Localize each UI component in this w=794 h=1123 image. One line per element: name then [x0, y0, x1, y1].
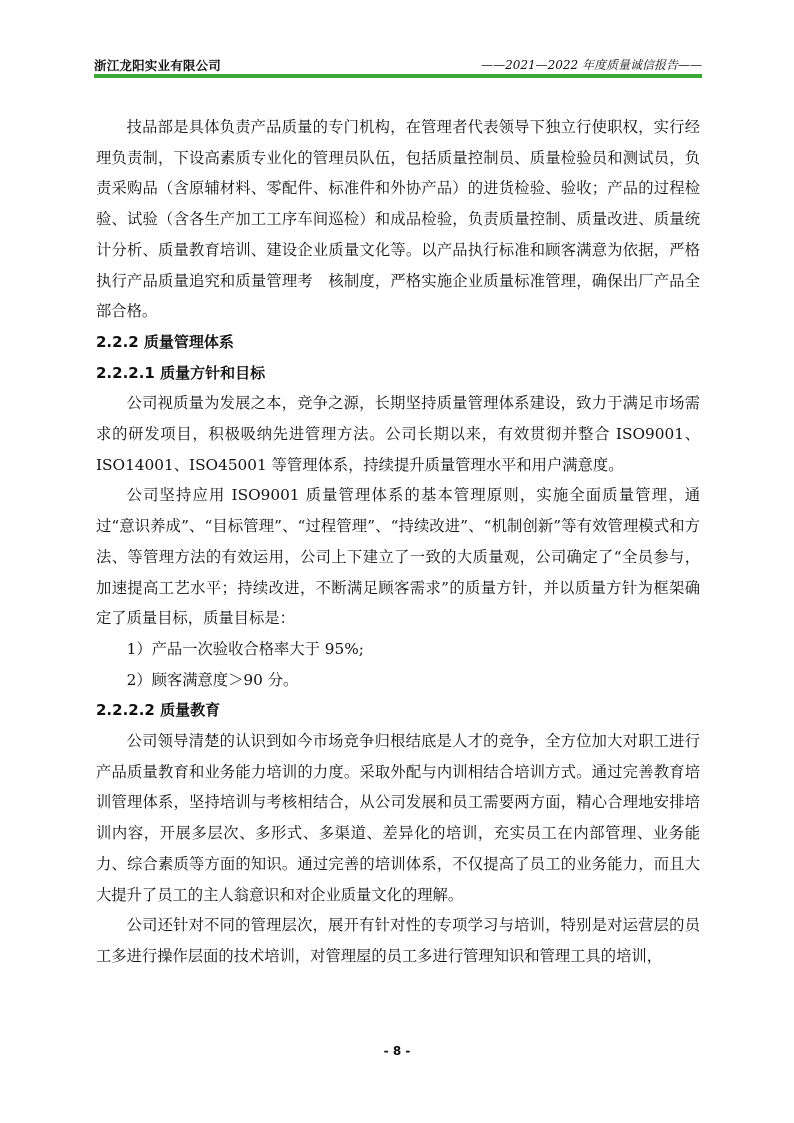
goal-item-1: 1）产品一次验收合格率大于 95%;: [126, 639, 364, 658]
goal-item-2: 2）顾客满意度＞90 分。: [126, 670, 299, 689]
paragraph-department: 技品部是具体负责产品质量的专门机构，在管理者代表领导下独立行使职权，实行经理负责制，下设高素质专业化的管理员队伍，包括质量控制员、质量检验员和测试员，负责采购品（含原辅材料、零配件、标准件和外协产品）的进货检验、验收；产品的过程检验、试验（含各生产加工工序车间巡检）和成品检验，负责质量控制、质量改进、质量统计分析、质量教育培训、建设企业质量文化等。以产品执行标准和顾客满意为依据，严格执行产品质量追究和质量管理考 核制度，严格实施企业质量标准管理，确保出厂产品全部合格。: [96, 118, 700, 321]
heading-quality-policy-and-goals: 2.2.2.1 质量方针和目标: [96, 363, 266, 382]
paragraph-education: 公司领导清楚的认识到如今市场竞争归根结底是人才的竞争，全方位加大对职工进行产品质量教育和业务能力培训的力度。采取外配与内训相结合培训方式。通过完善教育培训管理体系，坚持培训与考核相结合，从公司发展和员工需要两方面，精心合理地安排培训内容，开展多层次、多形式、多渠道、差异化的培训，充实员工在内部管理、业务能力、综合素质等方面的知识。通过完善的培训体系，不仅提高了员工的业务能力，而且大大提升了员工的主人翁意识和对企业质量文化的理解。: [96, 732, 700, 904]
heading-quality-management-system: 2.2.2 质量管理体系: [96, 332, 234, 351]
header-divider: [94, 74, 702, 78]
paragraph-quality-foundation: 公司视质量为发展之本，竞争之源，长期坚持质量管理体系建设，致力于满足市场需求的研发项目，积极吸纳先进管理方法。公司长期以来，有效贯彻并整合 ISO9001、ISO14001、ISO45001 等管理体系，持续提升质量管理水平和用户满意度。: [96, 394, 700, 474]
report-title: ——2021—2022 年度质量诚信报告——: [481, 58, 702, 72]
page-number: - 8 -: [383, 1044, 411, 1058]
page-header: [94, 54, 702, 74]
paragraph-training: 公司还针对不同的管理层次，展开有针对性的专项学习与培训，特别是对运营层的员工多进行操作层面的技术培训，对管理屋的员工多进行管理知识和管理工具的培训，: [96, 916, 700, 965]
heading-quality-education: 2.2.2.2 质量教育: [96, 701, 221, 720]
company-name: 浙江龙阳实业有限公司: [94, 58, 222, 73]
paragraph-quality-policy: 公司坚持应用 ISO9001 质量管理体系的基本管理原则，实施全面质量管理，通过“意识养成”、“目标管理”、“过程管理”、“持续改进”、“机制创新”等有效管理模式和方法、等管理方法的有效运用，公司上下建立了一致的大质量观，公司确定了“全员参与，加速提高工艺水平；持续改进，不断满足顾客需求”的质量方针，并以质量方针为框架确定了质量目标，质量目标是：: [96, 486, 700, 628]
document-body: [96, 112, 700, 972]
